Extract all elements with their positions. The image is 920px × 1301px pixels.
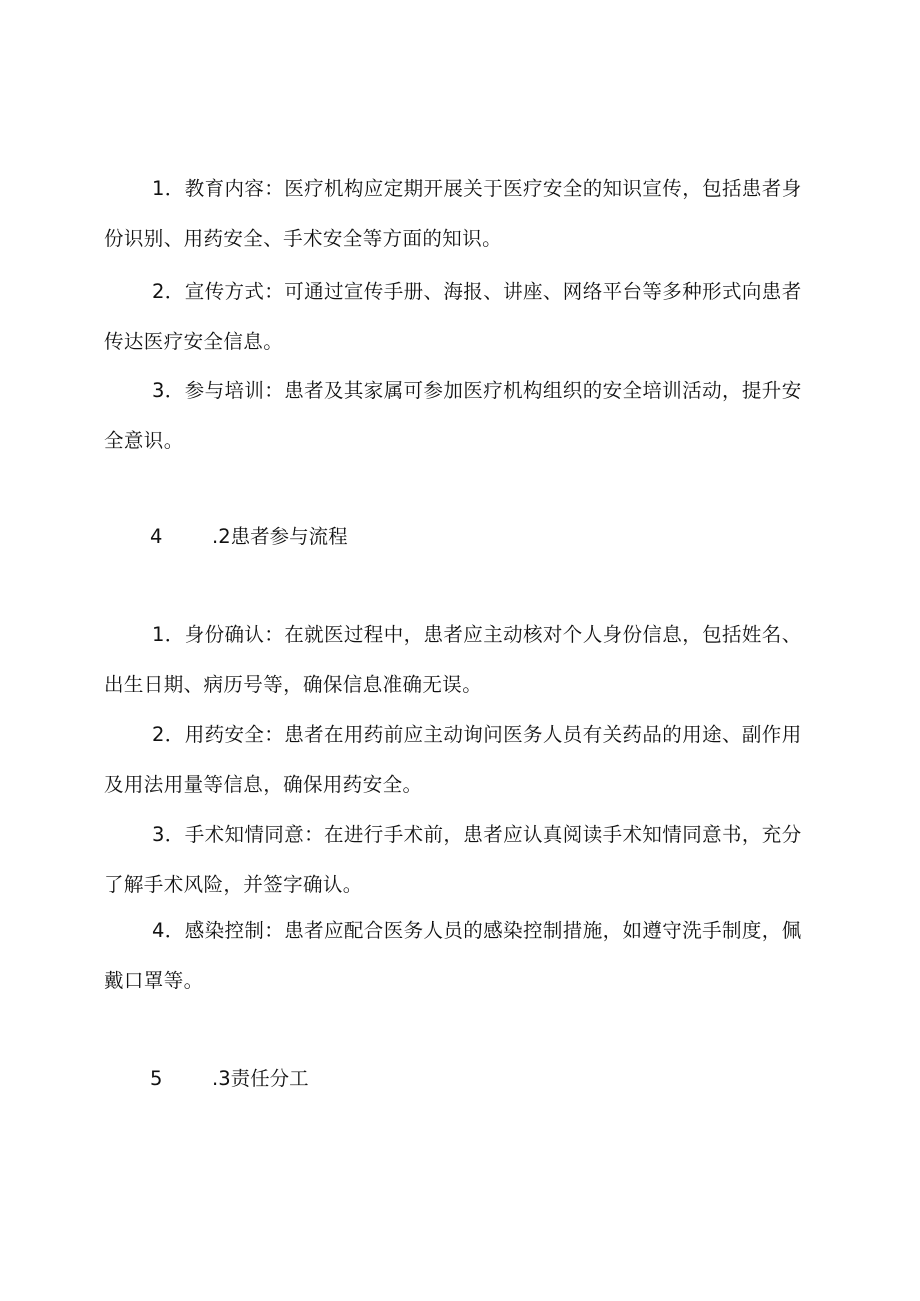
list-item: 1．身份确认：在就医过程中，患者应主动核对个人身份信息，包括姓名、出生日期、病历号等，确保信息准确无误。 (104, 623, 802, 696)
list-item: 1．教育内容：医疗机构应定期开展关于医疗安全的知识宣传，包括患者身份识别、用药安全、手术安全等方面的知识。 (104, 177, 802, 250)
list-item: 3．手术知情同意：在进行手术前，患者应认真阅读手术知情同意书，充分了解手术风险，并签字确认。 (104, 823, 802, 896)
section-heading (150, 1064, 309, 1094)
list-item: 2．宣传方式：可通过宣传手册、海报、讲座、网络平台等多种形式向患者传达医疗安全信息。 (104, 280, 802, 353)
list-item: 4．感染控制：患者应配合医务人员的感染控制措施，如遵守洗手制度，佩戴口罩等。 (104, 919, 802, 992)
list-item: 2．用药安全：患者在用药前应主动询问医务人员有关药品的用途、副作用及用法用量等信息，确保用药安全。 (104, 723, 802, 796)
section-heading-title: .2患者参与流程 (212, 525, 348, 548)
section-heading-number: 5 (150, 1067, 163, 1090)
section-heading-number: 4 (150, 525, 163, 548)
section-heading-title: .3责任分工 (212, 1067, 309, 1090)
section-heading (150, 522, 348, 552)
list-item: 3．参与培训：患者及其家属可参加医疗机构组织的安全培训活动，提升安全意识。 (104, 379, 802, 452)
